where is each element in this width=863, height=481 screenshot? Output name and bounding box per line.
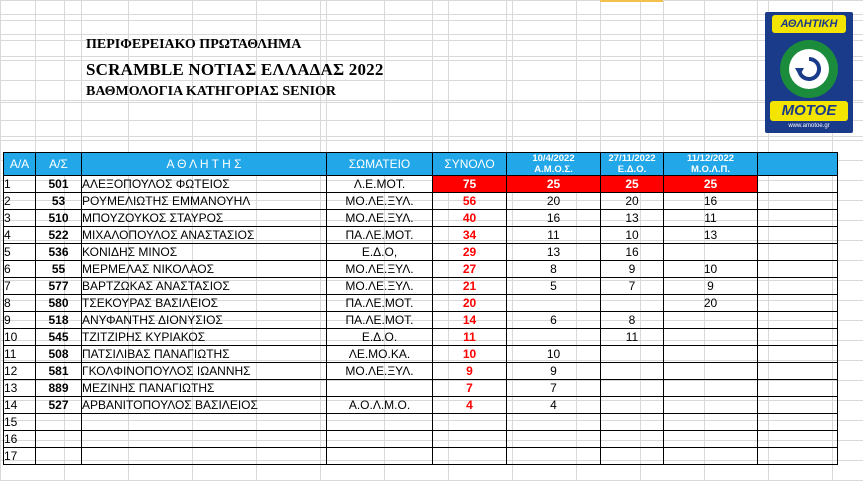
event-1-points[interactable]: 25: [507, 176, 601, 193]
empty-cell[interactable]: [758, 346, 838, 363]
table-row: [4, 346, 838, 363]
race-number[interactable]: 501: [36, 176, 82, 193]
row-number[interactable]: 4: [4, 227, 36, 244]
club-name[interactable]: ΠΑ.ΛΕ.ΜΟΤ.: [327, 312, 433, 329]
club-name[interactable]: [327, 380, 433, 397]
athlete-name[interactable]: [82, 448, 327, 465]
empty-cell[interactable]: [758, 431, 838, 448]
logo-word: MOTOE: [770, 101, 848, 121]
event-3-org: Μ.Ο.Λ.Π.: [690, 164, 731, 175]
club-name[interactable]: ΠΑ.ΛΕ.ΜΟΤ.: [327, 227, 433, 244]
athlete-name[interactable]: ΚΟΝΙΔΗΣ ΜΙΝΟΣ: [82, 244, 327, 261]
event-2-org: Ε.Δ.Ο.: [617, 164, 647, 175]
event-3-points[interactable]: [664, 431, 758, 448]
event-2-points[interactable]: 20: [601, 193, 664, 210]
event-2-points[interactable]: 10: [601, 227, 664, 244]
table-row: [4, 193, 838, 210]
club-name[interactable]: Α.Ο.Λ.Μ.Ο.: [327, 397, 433, 414]
total-points[interactable]: 14: [433, 312, 507, 329]
athletiki-motoe-logo: [765, 12, 853, 133]
club-name[interactable]: ΜΟ.ΛΕ.ΞΥΛ.: [327, 261, 433, 278]
athlete-name[interactable]: [82, 431, 327, 448]
athlete-name[interactable]: ΜΕΖΙΝΗΣ ΠΑΝΑΓΙΩΤΗΣ: [82, 380, 327, 397]
total-points[interactable]: 21: [433, 278, 507, 295]
club-name[interactable]: [327, 448, 433, 465]
event-3-points[interactable]: [664, 448, 758, 465]
athlete-name[interactable]: ΒΑΡΤΖΩΚΑΣ ΑΝΑΣΤΑΣΙΟΣ: [82, 278, 327, 295]
event-1-points[interactable]: [507, 448, 601, 465]
event-1-points[interactable]: 4: [507, 397, 601, 414]
athlete-name[interactable]: ΜΠΟΥΖΟΥΚΟΣ ΣΤΑΥΡΟΣ: [82, 210, 327, 227]
club-name[interactable]: [327, 431, 433, 448]
race-number[interactable]: [36, 414, 82, 431]
event-3-points[interactable]: [664, 397, 758, 414]
race-number[interactable]: 577: [36, 278, 82, 295]
event-1-date: 10/4/2022: [532, 153, 575, 164]
race-number[interactable]: 581: [36, 363, 82, 380]
club-name[interactable]: Λ.Ε.ΜΟΤ.: [327, 176, 433, 193]
club-name[interactable]: ΜΟ.ΛΕ.ΞΥΛ.: [327, 278, 433, 295]
event-3-points[interactable]: [664, 346, 758, 363]
event-3-points[interactable]: [664, 363, 758, 380]
total-points[interactable]: 10: [433, 346, 507, 363]
row-number[interactable]: 16: [4, 431, 36, 448]
club-name[interactable]: ΜΟ.ΛΕ.ΞΥΛ.: [327, 193, 433, 210]
athlete-name[interactable]: ΑΡΒΑΝΙΤΟΠΟΥΛΟΣ ΒΑΣΙΛΕΙΟΣ: [82, 397, 327, 414]
standings-table: [3, 152, 838, 465]
col-header-as: Α/Σ: [36, 153, 82, 176]
empty-cell[interactable]: [758, 193, 838, 210]
table-row: [4, 414, 838, 431]
total-points[interactable]: 4: [433, 397, 507, 414]
total-points[interactable]: 34: [433, 227, 507, 244]
athlete-name[interactable]: ΜΕΡΜΕΛΑΣ ΝΙΚΟΛΑΟΣ: [82, 261, 327, 278]
table-row: [4, 448, 838, 465]
athlete-name[interactable]: ΡΟΥΜΕΛΙΩΤΗΣ ΕΜΜΑΝΟΥΗΛ: [82, 193, 327, 210]
empty-cell[interactable]: [758, 397, 838, 414]
race-number[interactable]: 536: [36, 244, 82, 261]
event-3-points[interactable]: 25: [664, 176, 758, 193]
row-number[interactable]: 1: [4, 176, 36, 193]
event-3-points[interactable]: 10: [664, 261, 758, 278]
title-line-3: ΒΑΘΜΟΛΟΓΙΑ ΚΑΤΗΓΟΡΙΑΣ SENIOR: [86, 84, 337, 99]
event-1-points[interactable]: 5: [507, 278, 601, 295]
event-2-points[interactable]: [601, 448, 664, 465]
event-2-points[interactable]: 25: [601, 176, 664, 193]
event-2-points[interactable]: [601, 380, 664, 397]
col-header-event-1: [507, 153, 601, 176]
athlete-name[interactable]: ΤΣΕΚΟΥΡΑΣ ΒΑΣΙΛΕΙΟΣ: [82, 295, 327, 312]
row-number[interactable]: 10: [4, 329, 36, 346]
total-points[interactable]: [433, 448, 507, 465]
athlete-name[interactable]: ΓΚΟΛΦΙΝΟΠΟΥΛΟΣ ΙΩΑΝΝΗΣ: [82, 363, 327, 380]
event-1-points[interactable]: [507, 431, 601, 448]
race-number[interactable]: 55: [36, 261, 82, 278]
col-header-total: ΣΥΝΟΛΟ: [433, 153, 507, 176]
empty-cell[interactable]: [758, 363, 838, 380]
event-1-points[interactable]: [507, 414, 601, 431]
total-points[interactable]: [433, 431, 507, 448]
logo-ring-icon: [780, 40, 838, 98]
empty-cell[interactable]: [758, 227, 838, 244]
athlete-name[interactable]: ΑΛΕΞΟΠΟΥΛΟΣ ΦΩΤΕΙΟΣ: [82, 176, 327, 193]
club-name[interactable]: ΛΕ.ΜΟ.ΚΑ.: [327, 346, 433, 363]
row-number[interactable]: 6: [4, 261, 36, 278]
table-row: [4, 397, 838, 414]
event-2-date: 27/11/2022: [608, 153, 656, 164]
event-3-points[interactable]: [664, 414, 758, 431]
event-3-points[interactable]: [664, 329, 758, 346]
table-row: [4, 210, 838, 227]
row-number[interactable]: 9: [4, 312, 36, 329]
event-2-points[interactable]: [601, 346, 664, 363]
header-row: [4, 153, 838, 176]
row-number[interactable]: 8: [4, 295, 36, 312]
race-number[interactable]: 53: [36, 193, 82, 210]
event-1-points[interactable]: 6: [507, 312, 601, 329]
event-1-points[interactable]: 11: [507, 227, 601, 244]
event-1-points[interactable]: 16: [507, 210, 601, 227]
event-2-points[interactable]: 16: [601, 244, 664, 261]
club-name[interactable]: ΜΟ.ΛΕ.ΞΥΛ.: [327, 363, 433, 380]
event-1-points[interactable]: 7: [507, 380, 601, 397]
table-row: [4, 244, 838, 261]
empty-cell[interactable]: [758, 210, 838, 227]
event-2-points[interactable]: [601, 431, 664, 448]
event-2-points[interactable]: 9: [601, 261, 664, 278]
race-number[interactable]: 508: [36, 346, 82, 363]
event-3-points[interactable]: 9: [664, 278, 758, 295]
empty-cell[interactable]: [758, 448, 838, 465]
col-header-club: ΣΩΜΑΤΕΙΟ: [327, 153, 433, 176]
empty-cell[interactable]: [758, 244, 838, 261]
total-points[interactable]: 27: [433, 261, 507, 278]
logo-url: www.amotoe.gr: [788, 123, 830, 129]
athlete-name[interactable]: ΠΑΤΣΙΛΙΒΑΣ ΠΑΝΑΓΙΩΤΗΣ: [82, 346, 327, 363]
event-3-points[interactable]: 13: [664, 227, 758, 244]
club-name[interactable]: Ε.Δ.Ο,: [327, 244, 433, 261]
title-line-1: ΠΕΡΙΦΕΡΕΙΑΚΟ ΠΡΩΤΑΘΛΗΜΑ: [86, 37, 302, 52]
event-2-points[interactable]: 11: [601, 329, 664, 346]
selected-cell-marker: [600, 0, 663, 2]
table-row: [4, 176, 838, 193]
col-header-empty: [758, 153, 838, 176]
event-1-org: Α.Μ.Ο.Σ.: [534, 164, 573, 175]
event-3-date: 11/12/2022: [686, 153, 735, 164]
race-number[interactable]: [36, 448, 82, 465]
table-row: [4, 278, 838, 295]
athlete-name[interactable]: ΤΖΙΤΖΙΡΗΣ ΚΥΡΙΑΚΟΣ: [82, 329, 327, 346]
empty-cell[interactable]: [758, 414, 838, 431]
race-number[interactable]: 518: [36, 312, 82, 329]
total-points[interactable]: 75: [433, 176, 507, 193]
col-header-athlete: Α Θ Λ Η Τ Η Σ: [82, 153, 327, 176]
event-2-points[interactable]: [601, 397, 664, 414]
event-3-points[interactable]: 11: [664, 210, 758, 227]
total-points[interactable]: 56: [433, 193, 507, 210]
event-1-points[interactable]: 13: [507, 244, 601, 261]
event-3-points[interactable]: [664, 380, 758, 397]
race-number[interactable]: 889: [36, 380, 82, 397]
event-2-points[interactable]: 7: [601, 278, 664, 295]
race-number[interactable]: 522: [36, 227, 82, 244]
table-row: [4, 227, 838, 244]
row-number[interactable]: 5: [4, 244, 36, 261]
event-3-points[interactable]: [664, 312, 758, 329]
col-header-event-3: [664, 153, 758, 176]
event-3-points[interactable]: 16: [664, 193, 758, 210]
event-3-points[interactable]: [664, 244, 758, 261]
total-points[interactable]: 11: [433, 329, 507, 346]
race-number[interactable]: 510: [36, 210, 82, 227]
table-row: [4, 380, 838, 397]
row-number[interactable]: 3: [4, 210, 36, 227]
club-name[interactable]: ΜΟ.ΛΕ.ΞΥΛ.: [327, 210, 433, 227]
total-points[interactable]: 20: [433, 295, 507, 312]
title-line-2: SCRAMBLE ΝΟΤΙΑΣ ΕΛΛΑΔΑΣ 2022: [86, 60, 384, 79]
total-points[interactable]: 9: [433, 363, 507, 380]
row-number[interactable]: 15: [4, 414, 36, 431]
event-2-points[interactable]: [601, 295, 664, 312]
empty-cell[interactable]: [758, 176, 838, 193]
athlete-name[interactable]: ΑΝΥΦΑΝΤΗΣ ΔΙΟΝΥΣΙΟΣ: [82, 312, 327, 329]
event-3-points[interactable]: 20: [664, 295, 758, 312]
table-row: [4, 295, 838, 312]
row-number[interactable]: 11: [4, 346, 36, 363]
race-number[interactable]: 527: [36, 397, 82, 414]
club-name[interactable]: Ε.Δ.Ο.: [327, 329, 433, 346]
row-number[interactable]: 7: [4, 278, 36, 295]
row-number[interactable]: 17: [4, 448, 36, 465]
event-2-points[interactable]: [601, 414, 664, 431]
table-row: [4, 363, 838, 380]
table-row: [4, 261, 838, 278]
race-number[interactable]: 580: [36, 295, 82, 312]
col-header-aa: Α/Α: [4, 153, 36, 176]
event-1-points[interactable]: 20: [507, 193, 601, 210]
athlete-name[interactable]: ΜΙΧΑΛΟΠΟΥΛΟΣ ΑΝΑΣΤΑΣΙΟΣ: [82, 227, 327, 244]
row-number[interactable]: 12: [4, 363, 36, 380]
empty-cell[interactable]: [758, 329, 838, 346]
empty-cell[interactable]: [758, 380, 838, 397]
refresh-arrow-icon: [794, 54, 824, 84]
athlete-name[interactable]: [82, 414, 327, 431]
total-points[interactable]: 7: [433, 380, 507, 397]
race-number[interactable]: [36, 431, 82, 448]
total-points[interactable]: 29: [433, 244, 507, 261]
logo-top-text: ΑΘΛΗΤΙΚΗ: [772, 15, 846, 33]
event-1-points[interactable]: 9: [507, 363, 601, 380]
empty-cell[interactable]: [758, 295, 838, 312]
row-number[interactable]: 13: [4, 380, 36, 397]
event-1-points[interactable]: [507, 329, 601, 346]
row-number[interactable]: 14: [4, 397, 36, 414]
event-1-points[interactable]: [507, 295, 601, 312]
event-1-points[interactable]: 10: [507, 346, 601, 363]
event-2-points[interactable]: [601, 363, 664, 380]
empty-cell[interactable]: [758, 261, 838, 278]
race-number[interactable]: 545: [36, 329, 82, 346]
event-2-points[interactable]: 13: [601, 210, 664, 227]
col-header-event-2: [601, 153, 664, 176]
table-row: [4, 329, 838, 346]
total-points[interactable]: 40: [433, 210, 507, 227]
club-name[interactable]: ΠΑ.ΛΕ.ΜΟΤ.: [327, 295, 433, 312]
club-name[interactable]: [327, 414, 433, 431]
empty-cell[interactable]: [758, 312, 838, 329]
row-number[interactable]: 2: [4, 193, 36, 210]
empty-cell[interactable]: [758, 278, 838, 295]
event-2-points[interactable]: 8: [601, 312, 664, 329]
total-points[interactable]: [433, 414, 507, 431]
table-row: [4, 312, 838, 329]
table-row: [4, 431, 838, 448]
event-1-points[interactable]: 8: [507, 261, 601, 278]
